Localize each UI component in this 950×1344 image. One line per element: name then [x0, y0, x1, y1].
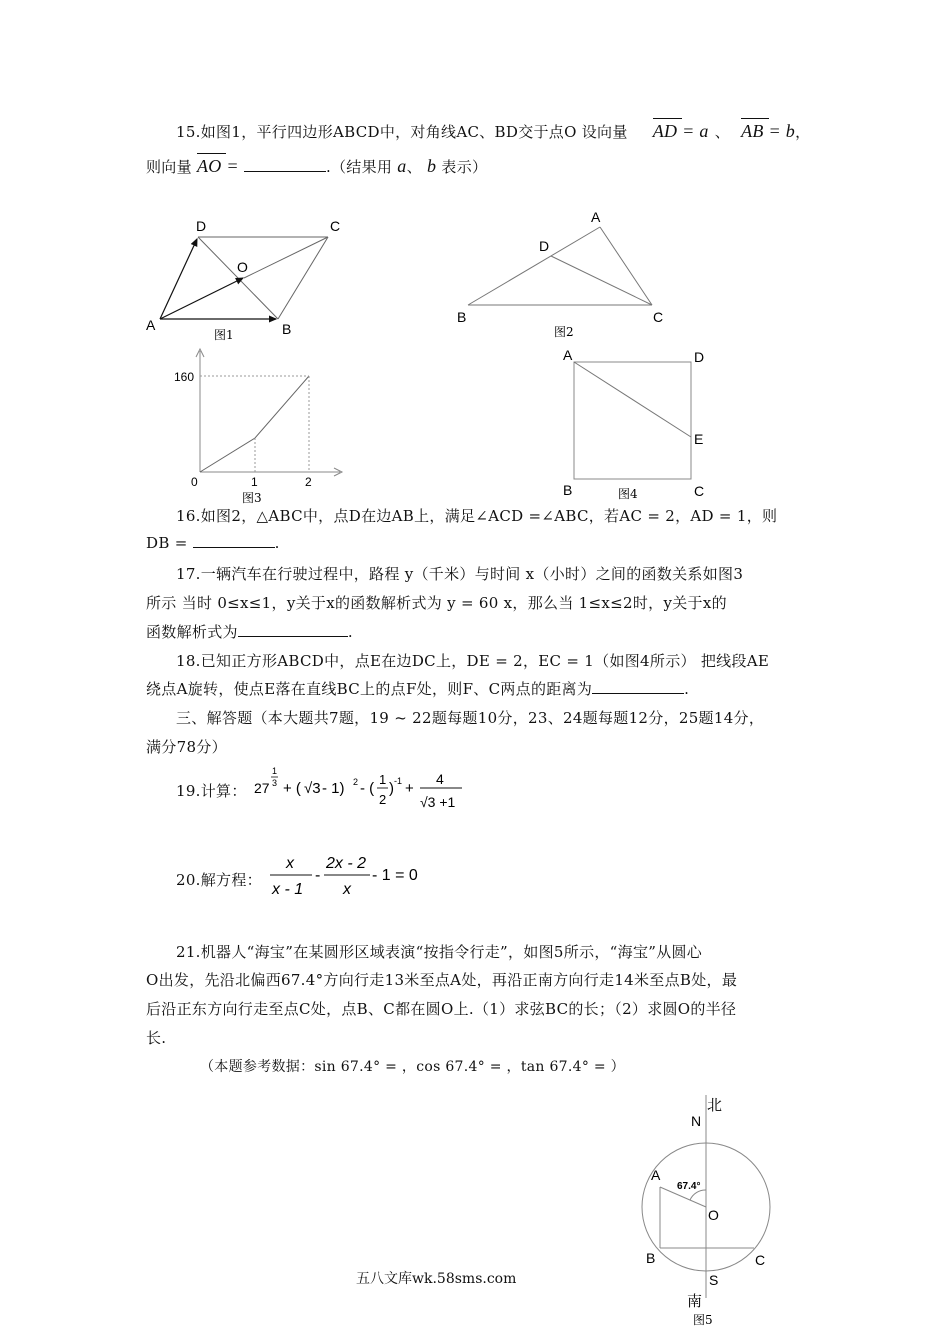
footer-watermark: 五八文库wk.58sms.com — [356, 1271, 517, 1287]
section3-line2: 满分78分） — [146, 738, 227, 756]
fig3-xtick-1: 1 — [251, 475, 258, 489]
q19-square: 2 — [353, 777, 359, 787]
q19-minus2: - ( — [360, 780, 375, 797]
fig1-label-o: O — [237, 259, 248, 275]
fig2-label-c: C — [653, 309, 664, 325]
figure-5 — [630, 1090, 790, 1330]
q15-a: a — [397, 156, 407, 176]
q16-end: . — [274, 534, 280, 552]
fig1-vector-ao — [160, 278, 243, 319]
q17-line3 — [146, 621, 353, 642]
fig1-label-b: B — [282, 321, 292, 337]
fig5-label-b: B — [646, 1250, 656, 1266]
fig1-label-d: D — [196, 218, 207, 234]
fig3-ytick-160: 160 — [174, 370, 195, 384]
q18-end: . — [684, 680, 690, 698]
q19-plus1: + ( — [283, 780, 301, 797]
q19-base: 27 — [254, 780, 270, 796]
q19-sqrt: √3 — [304, 780, 321, 797]
q15-sep: 、 — [714, 123, 731, 141]
q20-f1-num: x — [286, 855, 294, 872]
q21-line4: 长. — [146, 1029, 167, 1047]
vector-ad-eq: = a — [682, 121, 709, 141]
fig5-angle-label: 67.4° — [677, 1181, 701, 1192]
fig3-xtick-2: 2 — [305, 475, 312, 489]
figure-4 — [555, 343, 725, 505]
q15-answer-blank[interactable] — [244, 157, 326, 172]
fig4-label-d: D — [694, 349, 705, 365]
fig1-diag-bd — [198, 237, 278, 319]
q19-frac-den: √3 +1 — [420, 794, 456, 810]
q15-prefix: 则向量 — [146, 158, 192, 176]
q17-answer-blank[interactable] — [238, 622, 348, 637]
q18-prefix: 绕点A旋转，使点E落在直线BC上的点F处，则F、C两点的距离为 — [146, 680, 593, 698]
q18-answer-blank[interactable] — [592, 679, 684, 694]
fig2-segment-cd — [551, 256, 652, 305]
q18-line2 — [146, 678, 689, 699]
figure-2 — [450, 205, 680, 345]
q19-minus1: - 1) — [322, 780, 345, 797]
q20-label: 20.解方程： — [176, 871, 262, 889]
q19-half-den: 2 — [379, 792, 387, 807]
q20-f2-num: 2x - 2 — [326, 855, 367, 872]
fig5-label-s: S — [709, 1272, 719, 1288]
vector-ad: AD — [653, 121, 682, 141]
fig4-caption: 图4 — [618, 487, 638, 501]
q20-f2-den: x — [343, 881, 351, 898]
fig4-label-b: B — [563, 482, 573, 498]
fig2-label-d: D — [539, 238, 550, 254]
q15-tail: 表示） — [441, 158, 488, 176]
fig3-caption: 图3 — [242, 491, 262, 505]
q21-line1: 21.机器人“海宝”在某圆形区域表演“按指令行走”，如图5所示，“海宝”从圆心 — [176, 943, 703, 961]
figure-3 — [170, 345, 360, 505]
q16-line1: 16.如图2，△ABC中，点D在边AB上，满足∠ACD =∠ABC，若AC = 2，AD = 1，则 — [176, 507, 778, 525]
vector-ab: AB — [741, 121, 768, 141]
fig4-segment-ae — [574, 362, 691, 437]
fig5-label-south: 南 — [687, 1293, 703, 1310]
fig2-side-ab — [468, 227, 600, 305]
q20-rest: - 1 = 0 — [372, 867, 418, 884]
vector-ao: AO — [197, 156, 226, 176]
q20-minus: - — [315, 867, 321, 884]
fig5-label-c: C — [755, 1252, 766, 1268]
fig1-vector-ad — [160, 239, 197, 319]
q19-plus2: + — [405, 780, 414, 797]
fig4-label-a: A — [563, 347, 573, 363]
q15-suffix: .（结果用 — [325, 158, 393, 176]
q19-exp-den: 3 — [272, 778, 278, 788]
fig4-square — [574, 362, 691, 479]
q17-end: . — [347, 623, 353, 641]
section3-line1: 三、解答题（本大题共7题，19 ~ 22题每题10分，23、24题每题12分，25题14分， — [176, 709, 765, 727]
q16-answer-blank[interactable] — [193, 533, 275, 548]
fig4-label-e: E — [694, 431, 704, 447]
fig3-graph-line — [200, 376, 309, 472]
fig2-label-a: A — [591, 209, 601, 225]
fig1-label-c: C — [330, 218, 341, 234]
q21-reference-data: （本题参考数据：sin 67.4° = ，cos 67.4° = ，tan 67.4° = ） — [200, 1059, 625, 1075]
fig2-side-ac — [600, 227, 652, 305]
q19-half-num: 1 — [379, 772, 387, 787]
q15-b: b — [427, 156, 437, 176]
q19-frac-num: 4 — [436, 771, 444, 787]
q16-line2 — [146, 533, 280, 552]
q19-expression — [252, 762, 482, 812]
fig5-label-o: O — [708, 1207, 719, 1223]
fig5-caption: 图5 — [693, 1313, 713, 1327]
q17-line2: 所示 当时 0≤x≤1，y关于x的函数解析式为 y = 60 x，那么当 1≤x≤2时，y关于x的 — [146, 594, 727, 612]
q15-text: 15.如图1，平行四边形ABCD中，对角线AC、BD交于点O 设向量 — [176, 123, 628, 141]
q19-exp-num: 1 — [272, 766, 278, 776]
q19-close: ) — [389, 780, 394, 797]
fig2-label-b: B — [457, 309, 467, 325]
q15-eq: = — [226, 156, 239, 176]
fig5-label-a: A — [651, 1167, 661, 1183]
vector-ab-eq: = b — [768, 121, 796, 141]
q19-neg1: -1 — [394, 776, 403, 786]
q15-line2 — [146, 156, 487, 177]
q17-prefix: 函数解析式为 — [146, 623, 238, 641]
q15-sep2: 、 — [406, 158, 422, 176]
fig1-label-a: A — [146, 317, 156, 333]
fig5-label-n: N — [691, 1113, 702, 1129]
q21-line3: 后沿正东方向行走至点C处，点B、C都在圆O上.（1）求弦BC的长；（2）求圆O的半径 — [146, 1000, 737, 1018]
fig3-xtick-0: 0 — [191, 475, 198, 489]
q18-line1: 18.已知正方形ABCD中，点E在边DC上，DE = 2，EC = 1（如图4所示） 把线段AE — [176, 652, 770, 670]
q16-prefix: DB = — [146, 534, 193, 552]
q19-label: 19.计算： — [176, 782, 247, 800]
q21-line2: O出发，先沿北偏西67.4°方向行走13米至点A处，再沿正南方向行走14米至点B处，最 — [146, 971, 738, 989]
fig5-label-north: 北 — [707, 1097, 723, 1114]
q20-f1-den: x - 1 — [272, 881, 304, 898]
fig4-label-c: C — [694, 483, 705, 499]
q20-equation — [266, 848, 446, 904]
fig2-caption: 图2 — [554, 325, 574, 339]
fig1-caption: 图1 — [214, 328, 234, 342]
q15-line1 — [176, 121, 810, 142]
q17-line1: 17.一辆汽车在行驶过程中，路程 y（千米）与时间 x（小时）之间的函数关系如图3 — [176, 565, 744, 583]
figure-1 — [140, 210, 360, 345]
q15-comma: ， — [795, 123, 811, 141]
